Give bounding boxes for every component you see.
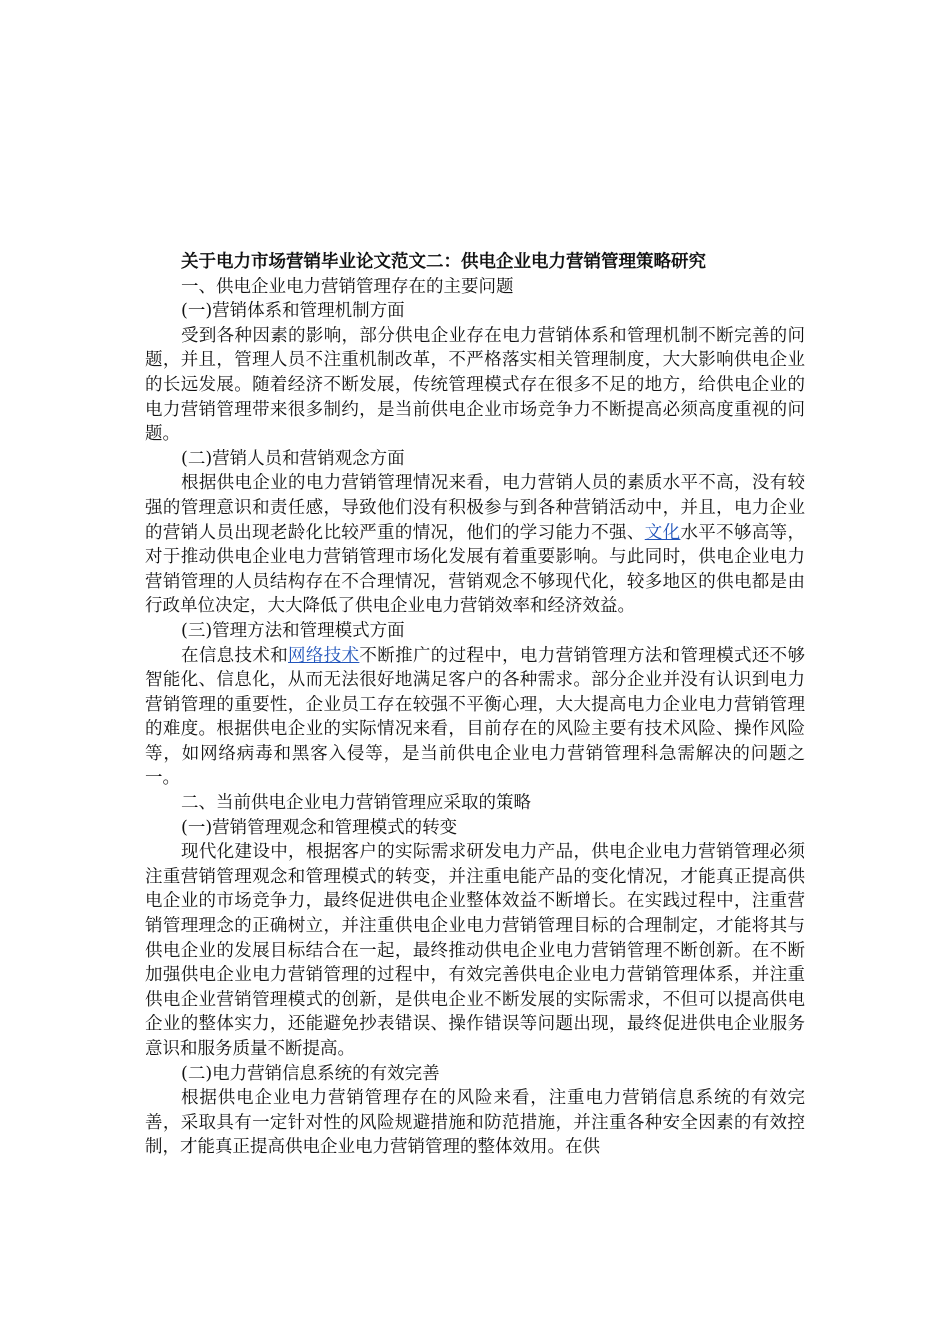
paragraph-2-2: 根据供电企业电力营销管理存在的风险来看，注重电力营销信息系统的有效完善，采取具有一定针对性的风险规避措施和防范措施，并注重各种安全因素的有效控制，才能真正提高供电企业电力营销管理的整体效用。在供 <box>145 1088 805 1158</box>
subsection-heading-2-1: (一)营销管理观念和管理模式的转变 <box>181 817 458 838</box>
subsection-heading-1-1: (一)营销体系和管理机制方面 <box>181 301 405 322</box>
paragraph-text: 不断推广的过程中，电力营销管理方法和管理模式还不够智能化、信息化，从而无法很好地满足客户的各种需求。部分企业并没有认识到电力营销管理的重要性，企业员工存在较强不平衡心理，大大提高电力企业电力营销管理的难度。根据供电企业的实际情况来看，目前存在的风险主要有技术风险、操作风险等，如网络病毒和黑客入侵等，是当前供电企业电力营销管理科急需解决的问题之一。 <box>145 645 806 789</box>
culture-link[interactable]: 文化 <box>644 522 681 543</box>
paragraph-text: 根据供电企业的电力营销管理情况来看，电力营销人员的素质水平不高，没有较强的管理意识和责任感，导致他们没有积极参与到各种营销活动中，并且，电力企业的营销人员出现老龄化比较严重的情况，他们的学习能力不强、 <box>145 473 805 543</box>
network-technology-link[interactable]: 网络技术 <box>288 645 360 666</box>
section-heading-2: 二、当前供电企业电力营销管理应采取的策略 <box>181 793 531 814</box>
document-title: 关于电力市场营销毕业论文范文二：供电企业电力营销管理策略研究 <box>181 252 706 272</box>
subsection-heading-1-3: (三)管理方法和管理模式方面 <box>181 620 405 641</box>
document-page <box>145 250 805 1160</box>
paragraph-2-1: 现代化建设中，根据客户的实际需求研发电力产品，供电企业电力营销管理必须注重营销管理观念和管理模式的转变，并注重电能产品的变化情况，才能真正提高供电企业的市场竞争力，最终促进供电企业整体效益不断增长。在实践过程中，注重营销管理理念的正确树立，并注重供电企业电力营销管理目标的合理制定，才能将其与供电企业的发展目标结合在一起，最终推动供电企业电力营销管理不断创新。在不断加强供电企业电力营销管理的过程中，有效完善供电企业电力营销管理体系，并注重供电企业营销管理模式的创新，是供电企业不断发展的实际需求，不但可以提高供电企业的整体实力，还能避免抄表错误、操作错误等问题出现，最终促进供电企业服务意识和服务质量不断提高。 <box>145 842 805 1059</box>
paragraph-1-1: 受到各种因素的影响，部分供电企业存在电力营销体系和管理机制不断完善的问题，并且，管理人员不注重机制改革，不严格落实相关管理制度，大大影响供电企业的长远发展。随着经济不断发展，传统管理模式存在很多不足的地方，给供电企业的电力营销管理带来很多制约，是当前供电企业市场竞争力不断提高必须高度重视的问题。 <box>145 325 805 445</box>
paragraph-1-3 <box>145 644 805 792</box>
paragraph-text: 水平不够高等，对于推动供电企业电力营销管理市场化发展有着重要影响。与此同时，供电企业电力营销管理的人员结构存在不合理情况，营销观念不够现代化，较多地区的供电都是由行政单位决定，大大降低了供电企业电力营销效率和经济效益。 <box>145 522 806 617</box>
section-heading-1: 一、供电企业电力营销管理存在的主要问题 <box>181 276 514 297</box>
subsection-heading-2-2: (二)电力营销信息系统的有效完善 <box>181 1063 440 1084</box>
paragraph-text: 在信息技术和 <box>181 645 289 666</box>
subsection-heading-1-2: (二)营销人员和营销观念方面 <box>181 448 405 469</box>
paragraph-1-2 <box>145 471 805 619</box>
